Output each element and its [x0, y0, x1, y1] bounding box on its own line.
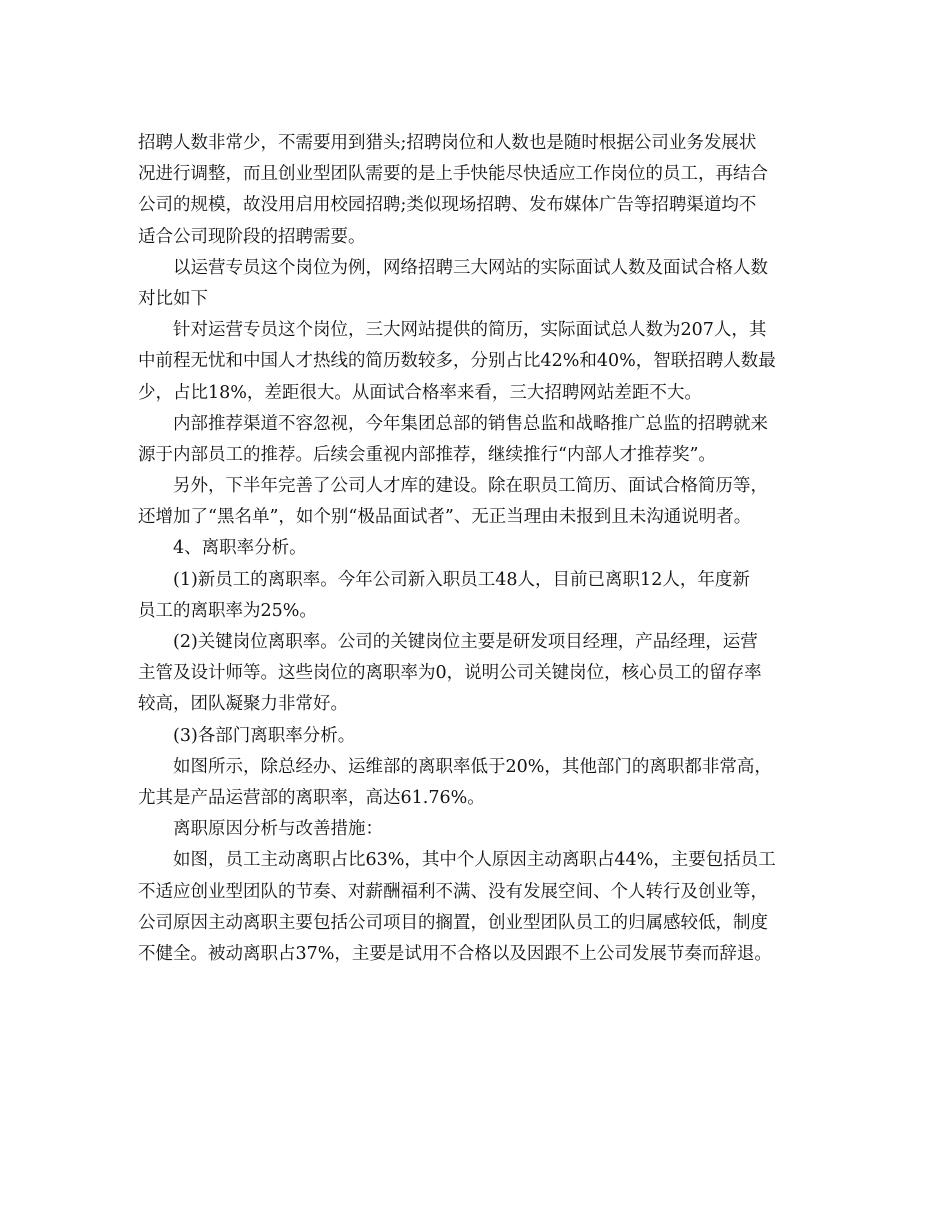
text-line: 对比如下	[138, 288, 208, 309]
text-line: 公司原因主动离职主要包括公司项目的搁置，创业型团队员工的归属感较低，制度	[138, 912, 768, 933]
text-line: 不适应创业型团队的节奏、对薪酬福利不满、没有发展空间、个人转行及创业等，	[138, 881, 768, 902]
text-line: 招聘人数非常少，不需要用到猎头;招聘岗位和人数也是随时根据公司业务发展状	[138, 133, 757, 153]
text-line: 以运营专员这个岗位为例，网络招聘三大网站的实际面试人数及面试合格人数	[173, 257, 768, 278]
text-line: 还增加了“黑名单”，如个别“极品面试者”、无正当理由未报到且未沟通说明者。	[138, 507, 752, 528]
text-line: (2)关键岗位离职率。公司的关键岗位主要是研发项目经理，产品经理，运营	[173, 632, 758, 652]
text-line: 少，占比18%，差距很大。从面试合格率来看，三大招聘网站差距不大。	[138, 382, 702, 403]
text-line: 内部推荐渠道不容忽视，今年集团总部的销售总监和战略推广总监的招聘就来	[173, 413, 768, 434]
text-line: 尤其是产品运营部的离职率，高达61.76%。	[138, 787, 485, 808]
text-line: 不健全。被动离职占37%，主要是试用不合格以及因跟不上公司发展节奏而辞退。	[138, 943, 772, 964]
text-line: (1)新员工的离职率。今年公司新入职员工48人，目前已离职12人，年度新	[173, 569, 750, 590]
text-line: 离职原因分析与改善措施：	[173, 819, 383, 840]
text-line: 源于内部员工的推荐。后续会重视内部推荐，继续推行“内部人才推荐奖”。	[138, 444, 716, 465]
document-body	[138, 128, 828, 970]
text-line: 针对运营专员这个岗位，三大网站提供的简历，实际面试总人数为207人，其	[173, 320, 767, 341]
text-line: (3)各部门离职率分析。	[173, 725, 356, 746]
text-line: 如图，员工主动离职占比63%，其中个人原因主动离职占44%，主要包括员工	[173, 850, 776, 871]
text-line: 适合公司现阶段的招聘需要。	[138, 226, 366, 247]
text-line: 另外，下半年完善了公司人才库的建设。除在职员工简历、面试合格简历等，	[173, 476, 768, 497]
text-line: 中前程无忧和中国人才热线的简历数较多，分别占比42%和40%，智联招聘人数最	[138, 351, 776, 372]
text-line: 较高，团队凝聚力非常好。	[138, 694, 348, 715]
text-line: 如图所示，除总经办、运维部的离职率低于20%，其他部门的离职都非常高，	[173, 756, 772, 777]
text-line: 况进行调整，而且创业型团队需要的是上手快能尽快适应工作岗位的员工，再结合	[138, 164, 768, 185]
text-line: 主管及设计师等。这些岗位的离职率为0，说明公司关键岗位，核心员工的留存率	[138, 663, 762, 684]
text-line: 公司的规模，故没用启用校园招聘;类似现场招聘、发布媒体广告等招聘渠道均不	[138, 195, 757, 216]
text-line: 员工的离职率为25%。	[138, 600, 317, 621]
text-line: 4、离职率分析。	[173, 538, 307, 559]
